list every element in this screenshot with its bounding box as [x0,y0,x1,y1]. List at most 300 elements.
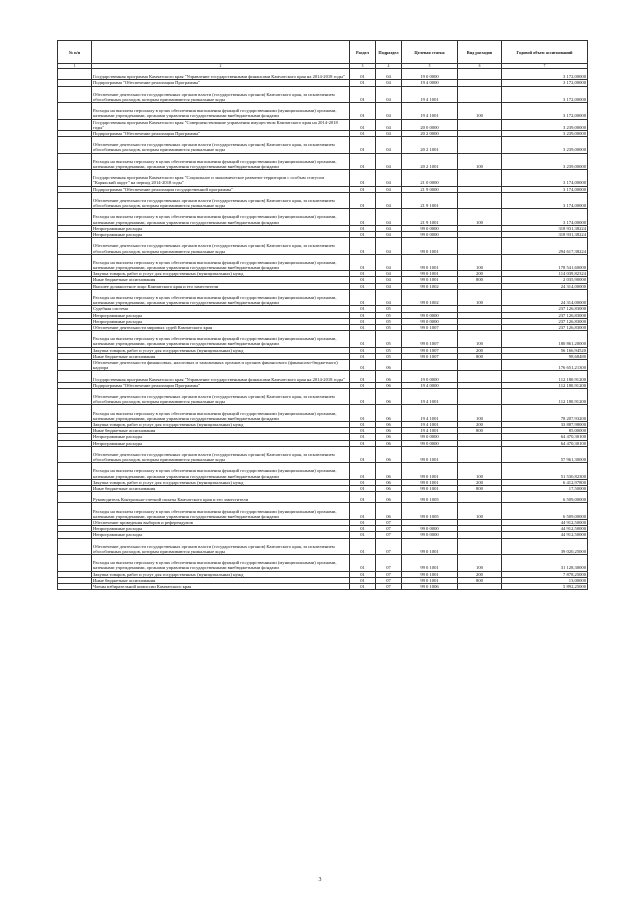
target-item-cell: 19 4 1001 [402,388,458,405]
amount-cell: 64 470,30100 [502,440,588,446]
amount-cell: 237 126,83000 [502,318,588,324]
amount-cell: 176 651,21300 [502,360,588,371]
amount-cell: 112 180,91200 [502,388,588,405]
row-name-cell: Государственная программа Камчатского края "Управление государственными финансами Камчатского края на 2014-2018 годы" [92,371,350,382]
column-number: 2 [92,64,350,69]
subsection-code-cell: 06 [376,434,402,440]
section-code-cell: 01 [350,283,376,289]
amount-cell: 57 961,30000 [502,446,588,463]
subsection-code-cell: 05 [376,331,402,348]
row-number-cell [58,538,92,555]
table-row [58,492,588,503]
expense-type-cell [458,388,502,405]
row-name-cell: Государственная программа Камчатского края "Совершенствование управления имуществом Камчатского края на 2014-2018 годы" [92,119,350,130]
amount-cell: 237 126,83000 [502,312,588,318]
amount-cell: 3 239,00000 [502,119,588,130]
subsection-code-cell: 07 [376,532,402,538]
section-code-cell: 01 [350,225,376,231]
row-name-cell: Иные бюджетные ассигнования [92,353,350,359]
table-row [58,153,588,170]
row-name-cell: Руководитель Контрольно-счетной палаты Камчатского края и его заместители [92,492,350,503]
target-item-cell [402,360,458,371]
header-subsection: Подраздел [376,41,402,64]
subsection-code-cell: 07 [376,555,402,572]
target-item-cell: 99 0 1007 [402,331,458,348]
target-item-cell: 99 0 1001 [402,277,458,283]
section-code-cell: 01 [350,137,376,154]
section-code-cell: 01 [350,119,376,130]
target-item-cell: 21 9 0000 [402,186,458,192]
row-name-cell: Иные бюджетные ассигнования [92,577,350,583]
target-item-cell: 19 4 1001 [402,421,458,427]
subsection-code-cell: 04 [376,238,402,255]
subsection-code-cell: 04 [376,254,402,271]
amount-cell: 3 239,00000 [502,130,588,136]
row-name-cell: Подпрограмма "Обеспечение реализации Программы" [92,80,350,86]
amount-cell: 3 239,00000 [502,153,588,170]
expense-type-cell [458,446,502,463]
row-number-cell [58,371,92,382]
table-row [58,371,588,382]
target-item-cell: 99 0 1001 [402,238,458,255]
expense-type-cell [458,170,502,187]
page-number: 3 [318,877,322,883]
amount-cell: 24 314,00000 [502,289,588,306]
amount-cell: 78 207,93200 [502,405,588,422]
subsection-code-cell: 07 [376,577,402,583]
row-name-cell: Обеспечение деятельности государственных органов власти (государственных органов) Камчатского края, за исключением обособленных расходов, которым присваиваются уникальные коды [92,137,350,154]
amount-cell: 5 892,25000 [502,583,588,589]
row-name-cell: Судебная система [92,306,350,312]
section-code-cell: 01 [350,347,376,353]
table-row [58,360,588,371]
row-name-cell: Иные бюджетные ассигнования [92,428,350,434]
amount-cell: 3 172,00000 [502,69,588,80]
target-item-cell: 99 0 1001 [402,485,458,491]
row-number-cell [58,103,92,120]
target-item-cell: 99 0 1007 [402,324,458,330]
section-code-cell: 01 [350,577,376,583]
table-row [58,555,588,572]
target-item-cell: 99 0 1001 [402,254,458,271]
row-name-cell: Закупка товаров, работ и услуг для государственных (муниципальных) нужд [92,571,350,577]
subsection-code-cell: 05 [376,324,402,330]
row-name-cell: Государственная программа Камчатского края "Социальное и экономическое развитие территории с особым статусом "Корякский округ" на период 2014-2018 годы" [92,170,350,187]
expense-type-cell: 100 [458,153,502,170]
row-name-cell: Закупка товаров, работ и услуг для государственных (муниципальных) нужд [92,479,350,485]
target-item-cell: 21 9 1001 [402,209,458,226]
target-item-cell: 99 0 1007 [402,353,458,359]
row-number-cell [58,238,92,255]
subsection-code-cell: 04 [376,130,402,136]
expense-type-cell: 100 [458,103,502,120]
amount-cell: 3 174,00000 [502,209,588,226]
target-item-cell: 99 0 0000 [402,440,458,446]
section-code-cell: 01 [350,526,376,532]
row-number-cell [58,463,92,480]
target-item-cell: 99 0 0000 [402,232,458,238]
amount-cell: 114 039,82324 [502,271,588,277]
section-code-cell: 01 [350,388,376,405]
subsection-code-cell: 05 [376,347,402,353]
expense-type-cell: 100 [458,405,502,422]
row-number-cell [58,388,92,405]
subsection-code-cell: 06 [376,440,402,446]
row-name-cell: Непрограммные расходы [92,532,350,538]
amount-cell: 17,50000 [502,485,588,491]
amount-cell: 3 174,00000 [502,192,588,209]
table-row [58,209,588,226]
row-name-cell: Непрограммные расходы [92,440,350,446]
expense-type-cell: 800 [458,353,502,359]
target-item-cell: 99 0 1005 [402,492,458,503]
subsection-code-cell: 06 [376,405,402,422]
section-code-cell: 01 [350,153,376,170]
expense-type-cell: 100 [458,254,502,271]
row-name-cell: Государственная программа Камчатского края "Управление государственными финансами Камчатского края на 2014-2018 годы" [92,69,350,80]
row-name-cell: Расходы на выплаты персоналу в целях обеспечения выполнения функций государственными (муниципальными) органами, казенными учреждениями, органами управления государственными внебюджетными фондами [92,254,350,271]
section-code-cell: 01 [350,503,376,520]
subsection-code-cell: 07 [376,538,402,555]
target-item-cell: 99 0 1005 [402,503,458,520]
subsection-code-cell: 06 [376,388,402,405]
row-name-cell: Непрограммные расходы [92,232,350,238]
row-number-cell [58,289,92,306]
section-code-cell: 01 [350,583,376,589]
section-code-cell: 01 [350,232,376,238]
table-row [58,192,588,209]
table-body [58,69,588,590]
amount-cell: 3 172,00000 [502,103,588,120]
section-code-cell: 01 [350,271,376,277]
column-number: 5 [402,64,458,69]
expense-type-cell: 800 [458,485,502,491]
row-name-cell: Подпрограмма "Обеспечение реализации государственной программы" [92,186,350,192]
expense-type-cell [458,492,502,503]
section-code-cell: 01 [350,289,376,306]
row-name-cell: Обеспечение деятельности государственных органов власти (государственных органов) Камчатского края, за исключением обособленных расходов, которым присваиваются уникальные коды [92,538,350,555]
table-row [58,69,588,80]
row-name-cell: Расходы на выплаты персоналу в целях обеспечения выполнения функций государственными (муниципальными) органами, казенными учреждениями, органами управления государственными внебюджетными фондами [92,463,350,480]
amount-cell: 294 617,38224 [502,238,588,255]
subsection-code-cell: 04 [376,80,402,86]
target-item-cell: 99 0 1001 [402,571,458,577]
row-number-cell [58,405,92,422]
target-item-cell: 99 0 0000 [402,318,458,324]
target-item-cell: 20 0 0000 [402,119,458,130]
header-target-item: Целевая статья [402,41,458,64]
amount-cell: 3 172,00000 [502,80,588,86]
section-code-cell: 01 [350,130,376,136]
expense-type-cell: 200 [458,421,502,427]
row-name-cell: Обеспечение деятельности мировых судей Камчатского края [92,324,350,330]
amount-cell: 112 180,91200 [502,382,588,388]
amount-cell: 44 912,50000 [502,519,588,525]
table-row [58,170,588,187]
row-name-cell: Обеспечение деятельности государственных органов власти (государственных органов) Камчатского края, за исключением обособленных расходов, которым присваиваются уникальные коды [92,86,350,103]
section-code-cell: 01 [350,312,376,318]
row-name-cell: Обеспечение деятельности финансовых, налоговых и таможенных органов и органов финансового (финансово-бюджетного) надзора [92,360,350,371]
table-row [58,254,588,271]
row-number-cell [58,192,92,209]
subsection-code-cell: 06 [376,428,402,434]
target-item-cell: 19 4 0000 [402,80,458,86]
table-row [58,538,588,555]
expense-type-cell: 100 [458,289,502,306]
table-row [58,388,588,405]
section-code-cell: 01 [350,103,376,120]
section-code-cell: 01 [350,434,376,440]
amount-cell: 7 878,25000 [502,571,588,577]
section-code-cell: 01 [350,324,376,330]
target-item-cell: 20 2 1001 [402,153,458,170]
row-name-cell: Расходы на выплаты персоналу в целях обеспечения выполнения функций государственными (муниципальными) органами, казенными учреждениями, органами управления государственными внебюджетными фондами [92,331,350,348]
column-number: 6 [458,64,502,69]
header-section: Раздел [350,41,376,64]
target-item-cell: 99 0 1002 [402,283,458,289]
subsection-code-cell: 06 [376,492,402,503]
subsection-code-cell: 04 [376,119,402,130]
expense-type-cell: 800 [458,277,502,283]
target-item-cell: 19 4 1001 [402,103,458,120]
table-row [58,86,588,103]
row-name-cell: Обеспечение проведения выборов и референдумов [92,519,350,525]
expense-type-cell: 800 [458,577,502,583]
section-code-cell: 01 [350,318,376,324]
row-number-cell [58,360,92,371]
subsection-code-cell: 06 [376,446,402,463]
expense-type-cell [458,538,502,555]
row-number-cell [58,86,92,103]
section-code-cell: 01 [350,331,376,348]
row-number-cell [58,583,92,589]
expense-type-cell [458,69,502,80]
target-item-cell: 19 4 1001 [402,405,458,422]
expense-type-cell: 800 [458,428,502,434]
subsection-code-cell: 04 [376,86,402,103]
section-code-cell: 01 [350,277,376,283]
section-code-cell: 01 [350,463,376,480]
amount-cell: 6 509,00000 [502,503,588,520]
amount-cell: 85,00000 [502,428,588,434]
table-row [58,238,588,255]
target-item-cell: 99 0 0000 [402,225,458,231]
column-number: 4 [376,64,402,69]
amount-cell: 318 931,38224 [502,232,588,238]
subsection-code-cell: 06 [376,382,402,388]
subsection-code-cell: 04 [376,225,402,231]
expense-type-cell: 100 [458,209,502,226]
row-number-cell [58,170,92,187]
table-row [58,331,588,348]
row-name-cell: Расходы на выплаты персоналу в целях обеспечения выполнения функций государственными (муниципальными) органами, казенными учреждениями, органами управления государственными внебюджетными фондами [92,103,350,120]
row-name-cell: Непрограммные расходы [92,225,350,231]
subsection-code-cell: 07 [376,519,402,525]
subsection-code-cell: 06 [376,421,402,427]
amount-cell: 237 126,83000 [502,324,588,330]
row-name-cell: Закупка товаров, работ и услуг для государственных (муниципальных) нужд [92,421,350,427]
expense-type-cell [458,238,502,255]
row-name-cell: Расходы на выплаты персоналу в целях обеспечения выполнения функций государственными (муниципальными) органами, казенными учреждениями, органами управления государственными внебюджетными фондами [92,289,350,306]
subsection-code-cell: 07 [376,583,402,589]
table-row [58,446,588,463]
row-number-cell [58,503,92,520]
target-item-cell: 21 9 1001 [402,192,458,209]
target-item-cell: 99 0 0000 [402,434,458,440]
section-code-cell: 01 [350,69,376,80]
subsection-code-cell: 05 [376,312,402,318]
expense-type-cell: 100 [458,503,502,520]
header-expense-type: Вид расходов [458,41,502,64]
expense-type-cell: 100 [458,463,502,480]
section-code-cell: 01 [350,405,376,422]
amount-cell: 33 887,98000 [502,421,588,427]
row-number-cell [58,209,92,226]
amount-cell: 237 126,83000 [502,306,588,312]
expense-type-cell [458,583,502,589]
row-name-cell: Иные бюджетные ассигнования [92,277,350,283]
section-code-cell: 01 [350,360,376,371]
amount-cell: 3 174,00000 [502,170,588,187]
section-code-cell: 01 [350,428,376,434]
row-name-cell: Подпрограмма "Обеспечение реализации Программы" [92,382,350,388]
expense-type-cell [458,371,502,382]
target-item-cell: 99 0 0000 [402,532,458,538]
subsection-code-cell: 06 [376,503,402,520]
amount-cell: 51 530,82300 [502,463,588,480]
row-name-cell: Расходы на выплаты персоналу в целях обеспечения выполнения функций государственными (муниципальными) органами, казенными учреждениями, органами управления государственными внебюджетными фондами [92,209,350,226]
subsection-code-cell: 06 [376,371,402,382]
section-code-cell: 01 [350,492,376,503]
subsection-code-cell: 04 [376,186,402,192]
amount-cell: 3 239,00000 [502,137,588,154]
row-name-cell: Непрограммные расходы [92,318,350,324]
expense-type-cell: 200 [458,479,502,485]
expense-type-cell: 200 [458,571,502,577]
subsection-code-cell: 07 [376,571,402,577]
amount-cell: 39 020,25000 [502,538,588,555]
amount-cell: 112 180,91200 [502,371,588,382]
section-code-cell: 01 [350,86,376,103]
table-row [58,463,588,480]
section-code-cell: 01 [350,80,376,86]
amount-cell: 44 912,50000 [502,532,588,538]
target-item-cell: 99 0 1002 [402,289,458,306]
row-name-cell: Расходы на выплаты персоналу в целях обеспечения выполнения функций государственными (муниципальными) органами, казенными учреждениями, органами управления государственными внебюджетными фондами [92,555,350,572]
target-item-cell: 99 0 1001 [402,577,458,583]
section-code-cell: 01 [350,440,376,446]
row-name-cell: Высшее должностное лицо Камчатского края и его заместители [92,283,350,289]
target-item-cell: 20 2 0000 [402,130,458,136]
subsection-code-cell: 06 [376,463,402,480]
expense-type-cell [458,360,502,371]
row-name-cell: Расходы на выплаты персоналу в целях обеспечения выполнения функций государственными (муниципальными) органами, казенными учреждениями, органами управления государственными внебюджетными фондами [92,405,350,422]
row-name-cell: Обеспечение деятельности государственных органов власти (государственных органов) Камчатского края, за исключением обособленных расходов, которым присваиваются уникальные коды [92,192,350,209]
subsection-code-cell: 04 [376,170,402,187]
subsection-code-cell: 04 [376,209,402,226]
subsection-code-cell: 04 [376,232,402,238]
section-code-cell: 01 [350,170,376,187]
expense-type-cell [458,137,502,154]
row-number-cell [58,153,92,170]
section-code-cell: 01 [350,446,376,463]
section-code-cell: 01 [350,254,376,271]
target-item-cell: 99 0 1001 [402,271,458,277]
amount-cell: 3 174,00000 [502,186,588,192]
row-name-cell: Члены избирательной комиссии Камчатского края [92,583,350,589]
row-number-cell [58,137,92,154]
section-code-cell: 01 [350,306,376,312]
row-number-cell [58,492,92,503]
column-number: 3 [350,64,376,69]
row-name-cell: Непрограммные расходы [92,526,350,532]
row-name-cell: Непрограммные расходы [92,312,350,318]
budget-table [57,40,588,590]
column-number: 7 [502,64,588,69]
amount-cell: 318 931,38224 [502,225,588,231]
amount-cell: 56 166,94520 [502,347,588,353]
row-number-cell [58,446,92,463]
table-row [58,119,588,130]
table-row [58,503,588,520]
target-item-cell: 20 2 1001 [402,137,458,154]
subsection-code-cell: 04 [376,289,402,306]
row-number-cell [58,119,92,130]
table-row [58,289,588,306]
subsection-code-cell: 04 [376,137,402,154]
amount-cell: 3 172,00000 [502,86,588,103]
row-number-cell [58,555,92,572]
expense-type-cell: 100 [458,331,502,348]
target-item-cell: 99 0 1001 [402,446,458,463]
section-code-cell: 01 [350,421,376,427]
target-item-cell: 99 0 1001 [402,463,458,480]
target-item-cell: 99 0 1007 [402,347,458,353]
subsection-code-cell: 05 [376,318,402,324]
table-row [58,137,588,154]
section-code-cell: 01 [350,571,376,577]
expense-type-cell [458,119,502,130]
target-item-cell: 19 4 1001 [402,428,458,434]
expense-type-cell [458,192,502,209]
target-item-cell: 99 0 0000 [402,312,458,318]
amount-cell: 178 541,60000 [502,254,588,271]
target-item-cell: 21 0 0000 [402,170,458,187]
amount-cell: 24 314,00000 [502,283,588,289]
section-code-cell: 01 [350,479,376,485]
row-name-cell: Закупка товаров, работ и услуг для государственных (муниципальных) нужд [92,347,350,353]
subsection-code-cell: 04 [376,192,402,209]
amount-cell: 180 861,20000 [502,331,588,348]
target-item-cell: 19 4 0000 [402,382,458,388]
row-number-cell [58,69,92,80]
section-code-cell: 01 [350,538,376,555]
row-name-cell: Иные бюджетные ассигнования [92,485,350,491]
subsection-code-cell: 06 [376,479,402,485]
row-name-cell: Закупка товаров, работ и услуг для государственных (муниципальных) нужд [92,271,350,277]
section-code-cell: 01 [350,382,376,388]
column-number: 1 [58,64,92,69]
expense-type-cell [458,86,502,103]
row-name-cell: Обеспечение деятельности государственных органов власти (государственных органов) Камчатского края, за исключением обособленных расходов, которым присваиваются уникальные коды [92,388,350,405]
row-number-cell [58,254,92,271]
row-name-cell: Расходы на выплаты персоналу в целях обеспечения выполнения функций государственными (муниципальными) органами, казенными учреждениями, органами управления государственными внебюджетными фондами [92,153,350,170]
amount-cell: 64 470,30100 [502,434,588,440]
table-row [58,103,588,120]
subsection-code-cell: 05 [376,353,402,359]
section-code-cell: 01 [350,186,376,192]
header-annual-amount: Годовой объем ассигнований [502,41,588,64]
